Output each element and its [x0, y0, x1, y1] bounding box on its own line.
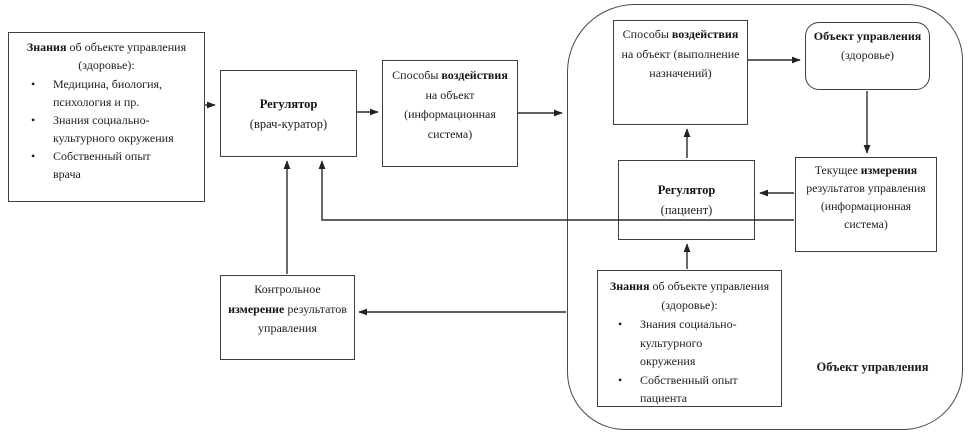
bullet-icon: • — [31, 113, 36, 127]
node-heading: Знания об объекте управления (здоровье): — [26, 40, 187, 72]
node-current-measurement: Текущее измерения результатов управления (информационная система) — [795, 157, 937, 252]
node-heading: Знания об объекте управления (здоровье): — [609, 279, 770, 312]
list-item: • Знания социально-культурного окружения — [31, 113, 174, 145]
bullet-list — [606, 315, 773, 408]
bullet-icon: • — [618, 317, 623, 331]
node-patient-knowledge — [597, 270, 782, 407]
list-item: • Собственный опыт пациента — [618, 372, 738, 405]
list-item: • Знания социально-культурного окружения — [618, 317, 737, 368]
node-control-object-health — [805, 22, 930, 90]
node-subtitle: (здоровье) — [840, 48, 895, 62]
node-influence-execution: Способы воздействия на объект (выполнение назначений) — [613, 20, 748, 125]
bullet-icon: • — [31, 77, 36, 91]
node-regulator-doctor — [220, 70, 357, 157]
node-regulator-patient — [618, 160, 755, 240]
node-subtitle: (врач-куратор) — [249, 116, 328, 131]
node-control-measurement: Контрольное измерение результатов управления — [220, 275, 355, 360]
bullet-list — [17, 75, 196, 183]
node-doctor-knowledge — [8, 32, 205, 202]
node-subtitle: (пациент) — [660, 203, 713, 217]
node-title: Регулятор — [259, 96, 318, 111]
list-item: • Собственный опыт врача — [31, 149, 151, 181]
node-influence-info-system: Способы воздействия на объект (информационная система) — [382, 60, 518, 167]
node-title: Регулятор — [657, 183, 716, 197]
control-object-label: Объект управления — [816, 360, 929, 374]
bullet-icon: • — [618, 372, 623, 387]
bullet-icon: • — [31, 149, 36, 163]
node-title: Объект управления — [813, 29, 922, 43]
list-item: • Медицина, биология, психология и пр. — [31, 77, 163, 109]
